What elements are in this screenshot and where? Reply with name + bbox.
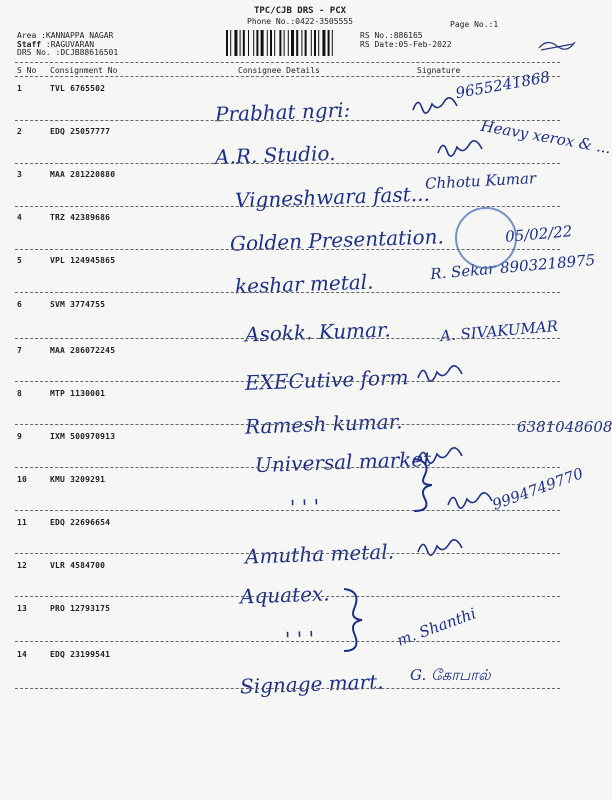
row-number: 6 (17, 300, 23, 309)
staff-value: :RAGUVARAN (41, 40, 95, 49)
consignee-handwriting: ' ' ' (289, 494, 320, 520)
row-number: 5 (17, 256, 23, 265)
row-number: 1 (17, 84, 23, 93)
consignment-number: TVL 6765502 (50, 84, 106, 93)
col-header-consignee: Consignee Details (238, 66, 320, 75)
consignment-number: EDQ 22696654 (50, 518, 111, 527)
row-divider (15, 292, 560, 293)
row-divider (15, 641, 560, 642)
signature-scribble (415, 536, 465, 558)
drs-number: DRS No. :DCJB88616501 (17, 48, 119, 57)
signature-handwriting: R. Sekar 8903218975 (429, 250, 596, 284)
consignment-number: IXM 500970913 (50, 432, 116, 441)
row-number: 3 (17, 170, 23, 179)
consignee-handwriting: ' ' ' (284, 626, 315, 652)
col-header-signature: Signature (417, 66, 461, 75)
consignment-number: EDQ 25057777 (50, 127, 111, 136)
signature-handwriting: 05/02/22 (504, 222, 574, 246)
signature-handwriting: m. Shanthi (394, 604, 479, 650)
row-number: 10 (17, 475, 28, 484)
row-number: 14 (17, 650, 28, 659)
consignee-handwriting: A.R. Studio. (214, 140, 336, 170)
scribbled-mark (537, 38, 577, 55)
signature-handwriting: A. SIVAKUMAR (439, 316, 559, 346)
consignment-number: MAA 286072245 (50, 346, 116, 355)
consignee-handwriting: Amutha metal. (244, 539, 395, 569)
row-number: 4 (17, 213, 23, 222)
consignment-number: KMU 3209291 (50, 475, 106, 484)
consignee-handwriting: EXECutive form (244, 365, 409, 395)
document-header (220, 6, 380, 26)
signature-handwriting: G. கோபால் (410, 666, 491, 684)
consignee-handwriting: Golden Presentation. (229, 224, 445, 256)
col-header-consignment: Consignment No (50, 66, 118, 75)
row-divider (15, 338, 560, 339)
row-divider (15, 424, 560, 425)
row-divider (15, 553, 560, 554)
signature-handwriting: Heavy xerox & ... (479, 116, 612, 158)
row-number: 9 (17, 432, 23, 441)
area-label: Area :KANNAPPA NAGAR (17, 31, 114, 40)
divider (15, 76, 560, 77)
consignment-number: MAA 281220880 (50, 170, 116, 179)
consignment-number: TRZ 42389686 (50, 213, 111, 222)
consignee-handwriting: Universal market (254, 446, 432, 478)
consignee-handwriting: Prabhat ngri: (214, 97, 351, 127)
consignee-handwriting: Ramesh kumar. (244, 409, 403, 439)
row-divider (15, 467, 560, 468)
rs-number: RS No.:886165 (360, 31, 423, 40)
consignee-handwriting: Vigneshwara fast... (234, 181, 431, 213)
handwritten-brace (340, 585, 370, 655)
row-divider (15, 510, 560, 511)
signature-scribble (435, 137, 485, 159)
signature-scribble (445, 489, 495, 511)
consignee-handwriting: keshar metal. (234, 269, 374, 299)
consignment-number: SVM 3774755 (50, 300, 106, 309)
consignee-handwriting: Aquatex. (239, 581, 330, 609)
row-number: 8 (17, 389, 23, 398)
divider (15, 62, 560, 63)
col-header-sno: S No (17, 66, 37, 75)
consignment-number: VLR 4584700 (50, 561, 106, 570)
consignment-number: PRO 12793175 (50, 604, 111, 613)
signature-handwriting: Chhotu Kumar (424, 169, 537, 193)
page-number: Page No.:1 (450, 20, 499, 29)
rs-date: RS Date:05-Feb-2022 (360, 40, 452, 49)
row-number: 11 (17, 518, 28, 527)
barcode (226, 30, 354, 56)
signature-handwriting: 9655241868 (454, 67, 552, 103)
signature-scribble (410, 94, 460, 116)
consignment-number: MTP 1130001 (50, 389, 106, 398)
row-divider (15, 163, 560, 164)
signature-handwriting: 9994749770 (489, 464, 586, 514)
phone-number: Phone No.:0422-3505555 (247, 17, 353, 26)
staff-key: Staff (17, 40, 42, 49)
consignee-handwriting: Signage mart. (239, 669, 384, 699)
row-divider (15, 688, 560, 689)
row-number: 7 (17, 346, 23, 355)
row-number: 13 (17, 604, 28, 613)
consignee-handwriting: Asokk. Kumar. (244, 317, 392, 347)
row-number: 12 (17, 561, 28, 570)
row-divider (15, 381, 560, 382)
row-number: 2 (17, 127, 23, 136)
signature-handwriting: 6381048608 (517, 418, 612, 436)
delivery-seal (455, 207, 517, 269)
row-divider (15, 596, 560, 597)
consignment-number: VPL 124945865 (50, 256, 116, 265)
row-divider (15, 120, 560, 121)
document-title: TPC/CJB DRS - PCX (253, 6, 347, 16)
handwritten-brace (410, 455, 440, 515)
consignment-number: EDQ 23199541 (50, 650, 111, 659)
